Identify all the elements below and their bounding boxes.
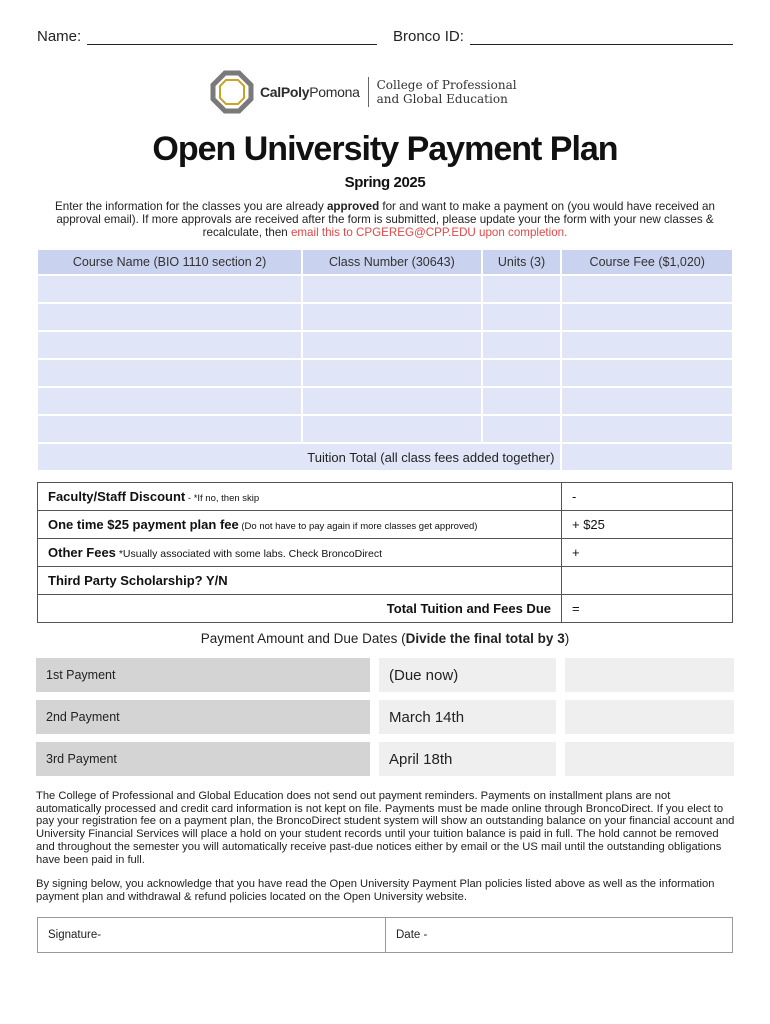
table-row <box>37 387 733 415</box>
other-fees-note: *Usually associated with some labs. Check BroncoDirect <box>115 548 383 560</box>
course-name-cell[interactable] <box>37 331 302 359</box>
col-units: Units (3) <box>482 249 562 275</box>
faculty-discount-note: - *If no, then skip <box>185 493 260 504</box>
tuition-total-row <box>37 443 733 471</box>
course-fee-cell[interactable] <box>561 331 733 359</box>
payment-due-date: (Due now) <box>379 658 556 692</box>
units-cell[interactable] <box>482 387 562 415</box>
class-number-cell[interactable] <box>302 415 481 443</box>
date-field[interactable]: Date - <box>386 918 733 953</box>
col-course-name: Course Name (BIO 1110 section 2) <box>37 249 302 275</box>
payment-amount-field[interactable] <box>565 658 734 692</box>
name-label: Name: <box>37 28 82 45</box>
course-name-cell[interactable] <box>37 415 302 443</box>
acknowledgement-paragraph: By signing below, you acknowledge that you have read the Open University Payment Plan policies listed above as well as the information payment plan and withdrawal & refund policies located on the Open University website. <box>36 878 715 903</box>
payment-row-1 <box>36 658 734 692</box>
octagon-logo-icon <box>210 70 254 114</box>
faculty-discount-label: Faculty/Staff Discount <box>48 489 186 504</box>
payment-label: 3rd Payment <box>36 742 370 776</box>
name-line[interactable] <box>87 29 377 45</box>
units-cell[interactable] <box>482 331 562 359</box>
total-due-value[interactable]: = <box>562 595 733 623</box>
payments-heading: Payment Amount and Due Dates (Divide the final total by 3) <box>200 631 570 646</box>
course-name-cell[interactable] <box>37 275 302 303</box>
name-field[interactable] <box>37 28 377 45</box>
col-course-fee: Course Fee ($1,020) <box>561 249 733 275</box>
plan-fee-note: (Do not have to pay again if more classes get approved) <box>238 521 478 532</box>
logo-divider <box>368 77 369 107</box>
payment-amount-field[interactable] <box>565 742 734 776</box>
course-name-cell[interactable] <box>37 359 302 387</box>
policy-text <box>36 790 736 904</box>
plan-fee-label: One time $25 payment plan fee <box>48 517 239 532</box>
faculty-discount-value[interactable]: - <box>562 483 733 511</box>
tuition-total-label: Tuition Total (all class fees added together) <box>37 443 561 471</box>
course-name-cell[interactable] <box>37 303 302 331</box>
faculty-discount-row <box>38 483 733 511</box>
course-fee-cell[interactable] <box>561 275 733 303</box>
email-instruction: email this to CPGEREG@CPP.EDU upon completion. <box>290 226 568 239</box>
course-name-cell[interactable] <box>37 387 302 415</box>
plan-fee-row <box>38 511 733 539</box>
other-fees-label: Other Fees <box>48 545 116 560</box>
payment-label: 2nd Payment <box>36 700 370 734</box>
payment-row-3 <box>36 742 734 776</box>
signature-field[interactable]: Signature- <box>38 918 386 953</box>
units-cell[interactable] <box>482 303 562 331</box>
policy-paragraph: The College of Professional and Global Education does not send out payment reminders. Payments on installment plans are not automatically processed and credit card information is not kept on file. Payments must be made online through BroncoDirect. If you elect to pay your registration fee on a payment plan, the BroncoDirect student system will show an outstanding balance on your financial account and University Financial Services will place a hold on your student records until your tuition balance is paid in full. The hold cannot be removed and throughout the semester you will automatically receive past-due notices either by email or the US mail until the outstanding obligations have been paid in full. <box>36 790 735 866</box>
table-row <box>37 303 733 331</box>
course-fee-cell[interactable] <box>561 415 733 443</box>
term-subtitle: Spring 2025 <box>344 174 426 191</box>
class-number-cell[interactable] <box>302 359 481 387</box>
tuition-total-cell[interactable] <box>561 443 733 471</box>
class-number-cell[interactable] <box>302 275 481 303</box>
course-table <box>36 248 734 472</box>
units-cell[interactable] <box>482 275 562 303</box>
payment-row-2 <box>36 700 734 734</box>
course-fee-cell[interactable] <box>561 387 733 415</box>
table-row <box>37 415 733 443</box>
logo-wordmark: CalPolyPomona <box>260 84 360 100</box>
dept-name: College of Professional and Global Education <box>376 78 517 106</box>
table-row <box>37 359 733 387</box>
units-cell[interactable] <box>482 359 562 387</box>
course-fee-cell[interactable] <box>561 303 733 331</box>
other-fees-row <box>38 539 733 567</box>
plan-fee-value[interactable]: + $25 <box>562 511 733 539</box>
payment-amount-field[interactable] <box>565 700 734 734</box>
signature-table <box>37 917 733 953</box>
payment-label: 1st Payment <box>36 658 370 692</box>
class-number-cell[interactable] <box>302 331 481 359</box>
table-row <box>37 331 733 359</box>
bronco-id-label: Bronco ID: <box>393 28 464 45</box>
total-due-label: Total Tuition and Fees Due <box>386 601 551 616</box>
col-class-number: Class Number (30643) <box>302 249 481 275</box>
cpp-logo <box>210 70 517 114</box>
intro-text: Enter the information for the classes you are already approved for and want to make a payment on (you would have received an approval email). If more approvals are received after the form is submitted, please update your the form with your new classes & recalculate, then email this to CPGEREG@CPP.EDU upon completion. <box>55 200 715 239</box>
course-fee-cell[interactable] <box>561 359 733 387</box>
page-title: Open University Payment Plan <box>152 130 618 168</box>
class-number-cell[interactable] <box>302 387 481 415</box>
other-fees-value[interactable]: + <box>562 539 733 567</box>
table-row <box>37 275 733 303</box>
bronco-id-field[interactable] <box>393 28 733 45</box>
total-due-row <box>38 595 733 623</box>
header-fields <box>37 28 733 45</box>
fees-table <box>37 482 733 623</box>
scholarship-row <box>38 567 733 595</box>
payment-due-date: March 14th <box>379 700 556 734</box>
scholarship-label: Third Party Scholarship? Y/N <box>48 573 228 588</box>
payment-due-date: April 18th <box>379 742 556 776</box>
scholarship-value[interactable] <box>562 567 733 595</box>
units-cell[interactable] <box>482 415 562 443</box>
bronco-id-line[interactable] <box>470 29 733 45</box>
class-number-cell[interactable] <box>302 303 481 331</box>
